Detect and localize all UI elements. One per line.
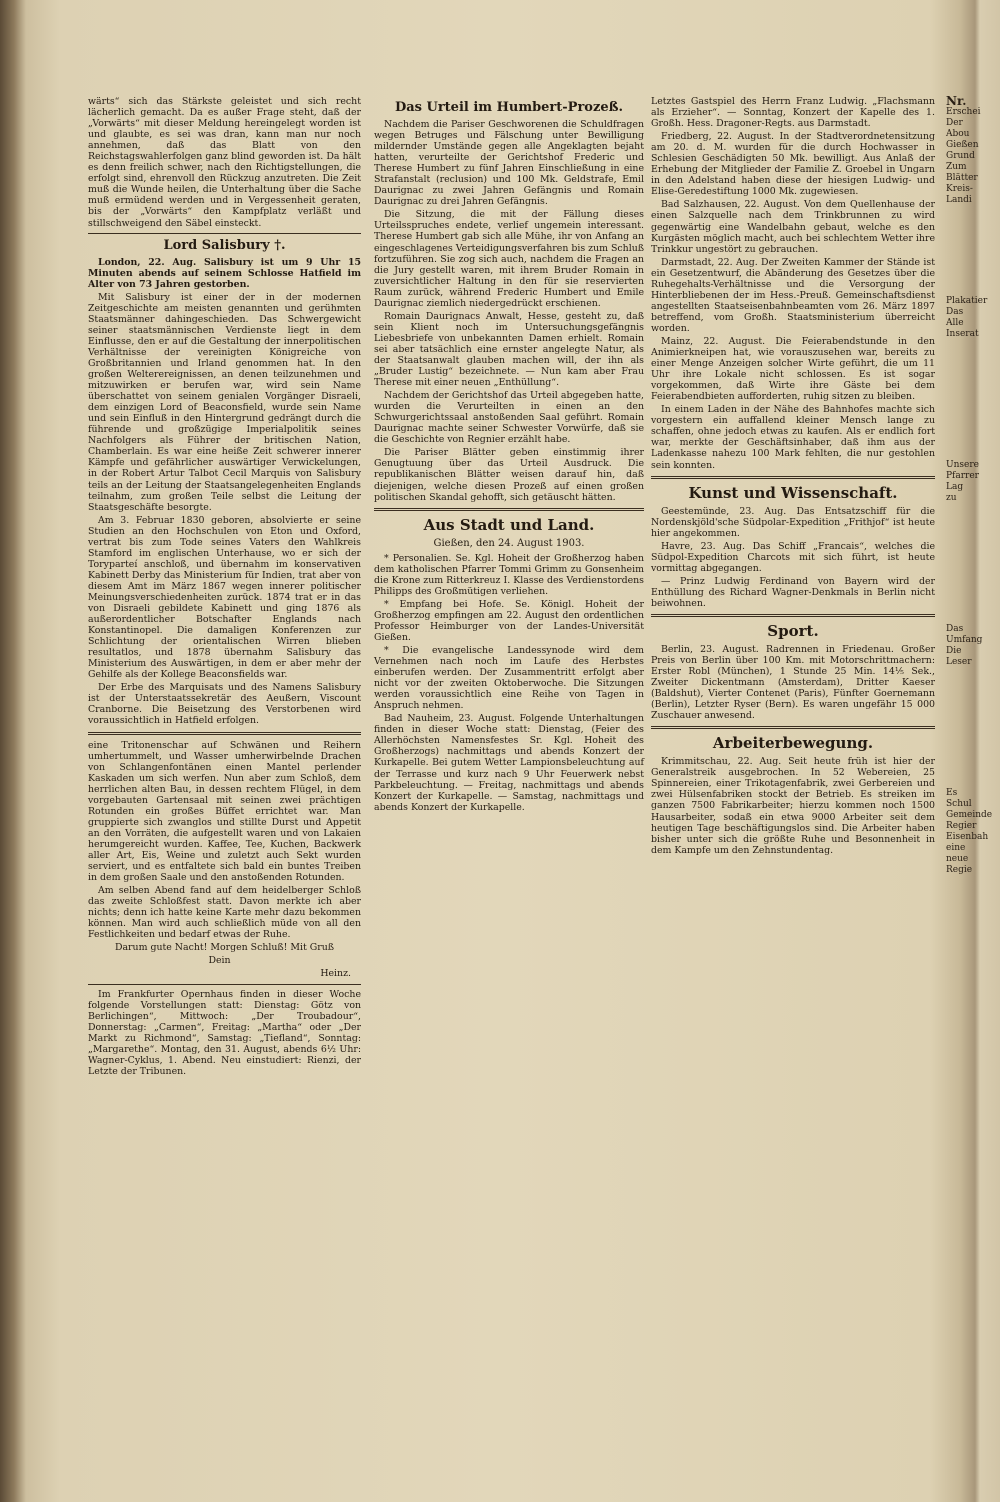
article-paragraph: wärts“ sich das Stärkste geleistet und sich recht lächerlich gemacht. Da es außer Frage steht, daß der „Vorwärts“ mit dieser Meldung hereingelegt worden ist und glaubte, es sei was dran, kann man nur noch annehmen, daß das Blatt von den Reichstagswahlerfolgen ganz blind geworden ist. Da hält es denn freilich schwer, nach den Richtigstellungen, die erfolgt sind, ehrenvoll den Rückzug anzutreten. Die Zeit muß die Wunde heilen, die Unterhaltung über die Sache muß ermüdend werden und in Vergessenheit geraten, bis der „Vorwärts“ den Kampfplatz verläßt und stillschweigend den Säbel einsteckt. <box>88 96 361 229</box>
culture-news-item: — Prinz Ludwig Ferdinand von Bayern wird der Enthüllung des Richard Wagner-Denkmals in Berlin nicht beiwohnen. <box>651 575 935 609</box>
dateline: Gießen, den 24. August 1903. <box>433 537 585 549</box>
signature-heinz: Heinz. <box>320 968 351 980</box>
article-paragraph: Die Sitzung, die mit der Fällung dieses Urteilsspruches endete, verlief ungemein interessant. Therese Humbert gab sich alle Mühe, ihr von Anfang an eingeschlagenes Verteidigungsverfahren bis zum Schluß fortzuführen. Sie zog sich auch, nachdem die Fragen an die Jury gestellt waren, mit ihrem Bruder Romain in zuversichtlicher Haltung in den für sie reservierten Raum zurück, während Frederic Humbert und Emile Daurignac ziemlich niedergedrückt erschienen. <box>374 209 645 309</box>
signature-dein: Dein <box>208 955 231 967</box>
edge-fragment: Landi <box>946 195 972 205</box>
heading-arbeiterbewegung: Arbeiterbewegung. <box>712 734 874 753</box>
article-paragraph: Die Pariser Blätter geben einstimmig ihrer Genugtuung über das Urteil Ausdruck. Die republikanischen Blätter weisen darauf hin, daß diejenigen, welche diesen Prozeß auf einen großen politischen Skandal gehofft, sich getäuscht hätten. <box>374 447 644 503</box>
edge-fragment: Lag <box>946 482 964 492</box>
article-paragraph: Nachdem der Gerichtshof das Urteil abgegeben hatte, wurden die Verurteilten in einen an den Schwurgerichtssaal anstoßenden Saal geführt. Romain Daurignac machte seiner Schwester Vorwürfe, daß sie die Geschichte von Regnier erzählt habe. <box>374 390 644 446</box>
divider <box>374 508 644 511</box>
divider <box>651 726 935 729</box>
edge-fragment: Gemeinde <box>946 810 993 820</box>
local-news-item: Bad Salzhausen, 22. August. Von dem Quellenhause der einen Salzquelle nach dem Trinkbrunnen zu wird gegenwärtig eine Wandelbahn gebaut, welche es den Kurgästen möglich macht, auch bei schlechtem Wetter ihre Trinkkur ungestört zu gebrauchen. <box>651 199 935 255</box>
local-news-item: Darmstadt, 22. Aug. Der Zweiten Kammer der Stände ist ein Gesetzentwurf, die Abänderung des Gesetzes über die Ruhegehalts-Verhältnisse und die Versorgung der Hinterbliebenen der im Hess.-Preuß. Gemeinschaftsdienst angestellten Staatseisenbahnbeamten vom 26. März 1897 betreffend, vom Großh. Staatsministerium überreicht worden. <box>651 256 935 334</box>
edge-fragment: Unsere <box>946 460 979 470</box>
local-news-item: * Empfang bei Hofe. Se. Königl. Hoheit der Großherzog empfingen am 22. August den ordentlichen Professor Heimburger von der Landes-Universität Gießen. <box>374 598 644 643</box>
local-news-item: In einem Laden in der Nähe des Bahnhofes machte sich vorgestern ein auffallend kleiner Mensch lange zu schaffen, ohne jedoch etwas zu kaufen. Als er endlich fort war, merkte der Geschäftsinhaber, daß ihm aus der Ladenkasse nahezu 100 Mark fehlten, die nur gestohlen sein konnten. <box>651 404 935 471</box>
divider <box>651 614 935 617</box>
labour-news-item: Krimmitschau, 22. Aug. Seit heute früh ist hier der Generalstreik ausgebrochen. In 52 Webereien, 25 Spinnereien, einer Trikotagenfabrik, zwei Gerbereien und zwei Hülsenfabriken stockt der Betrieb. Es streiken im ganzen 7500 Fabrikarbeiter; hierzu kommen noch 1500 Hausarbeiter, sodaß ein etwa 9000 Arbeiter seit dem heutigen Tage beschäftigungslos sind. Die Arbeiter haben bisher unter sich die größte Ruhe und Besonnenheit in dem Kampfe um den Zehnstundentag. <box>651 756 935 856</box>
feuilleton-closing: Darum gute Nacht! Morgen Schluß! Mit Gruß <box>114 942 335 954</box>
divider <box>88 984 361 985</box>
culture-news-item: Havre, 23. Aug. Das Schiff „Francais“, welches die Südpol-Expedition Charcots mit sich führt, ist heute vormittag abgegangen. <box>651 540 935 574</box>
telegram-notice: London, 22. Aug. Salisbury ist um 9 Uhr 15 Minuten abends auf seinem Schlosse Hatfield im Alter von 73 Jahren gestorben. <box>88 256 361 290</box>
edge-fragment: Nr. <box>946 94 967 108</box>
edge-fragment: Kreis- <box>946 184 973 194</box>
heading-lord-salisbury: Lord Salisbury †. <box>163 237 286 253</box>
feuilleton-paragraph: Am selben Abend fand auf dem heidelberger Schloß das zweite Schloßfest statt. Davon merkte ich aber nichts; denn ich hatte keine Karte mehr dazu bekommen können. Man wird auch schließlich müde von all den Festlichkeiten und bedarf etwas der Ruhe. <box>88 885 361 941</box>
edge-fragment: Gießen <box>946 140 979 150</box>
edge-fragment: Blätter <box>946 173 978 183</box>
heading-humbert-prozess: Das Urteil im Humbert-Prozeß. <box>394 100 624 115</box>
article-paragraph: Am 3. Februar 1830 geboren, absolvierte er seine Studien an den Hochschulen von Eton und Oxford, vertrat bis zum Tode seines Vaters den Wahlkreis Stamford im englischen Unterhause, wo er sich der Toryparteí anschloß, und übernahm im konservativen Kabinett Derby das Ministerium für Indien, trat aber von diesem Amt im März 1867 wegen innerer politischer Meinungsverschiedenheiten zurück. 1874 trat er in das von Disraeli gebildete Kabinett und ging 1876 als außerordentlicher Botschafter Englands nach Konstantinopel. Die damaligen Konferenzen zur Schlichtung der orientalischen Wirren blieben resultatlos, und 1878 übernahm Salisbury das Ministerium des Auswärtigen, in dem er aber mehr der Gehilfe als der Kollege Beaconsfields war. <box>88 514 361 681</box>
column-middle <box>374 96 644 1472</box>
column-left <box>88 96 361 1472</box>
column-right <box>651 96 935 1472</box>
edge-fragment: Alle <box>946 318 964 328</box>
sport-news-item: Berlin, 23. August. Radrennen in Friedenau. Großer Preis von Berlin über 100 Km. mit Motorschrittmachern: Erster Robl (München), 1 Stunde 25 Min. 14⅕ Sek., Zweiter Dickentmann (Amsterdam), Dritter Kaeser (Baldshut), Vierter Contenet (Paris), Fünfter Goernemann (Berlin), Letzter Ryser (Bern). Es waren ungefähr 15 000 Zuschauer anwesend. <box>651 643 935 722</box>
edge-fragment: Regie <box>946 865 973 875</box>
local-news-item: * Personalien. Se. Kgl. Hoheit der Großherzog haben dem katholischen Pfarrer Tommi Grimm zu Gonsenheim die Krone zum Ritterkreuz I. Klasse des Verdienstordens Philipps des Großmütigen verliehen. <box>374 552 644 597</box>
heading-kunst-und-wissenschaft: Kunst und Wissenschaft. <box>688 483 898 502</box>
edge-fragment: Das <box>946 624 964 634</box>
local-news-item: Letztes Gastspiel des Herrn Franz Ludwig. „Flachsmann als Erzieher“. — Sonntag, Konzert der Kapelle des 1. Großh. Hess. Dragoner-Regts. aus Darmstadt. <box>651 96 935 130</box>
local-news-item: * Die evangelische Landessynode wird dem Vernehmen nach noch im Laufe des Herbstes einberufen werden. Der Zusammentritt erfolgt aber nicht vor der zweiten Oktoberwoche. Die Sitzungen werden voraussichtlich eine Reihe von Tagen in Anspruch nehmen. <box>374 645 644 712</box>
edge-fragment: Inserat <box>946 329 979 339</box>
article-paragraph: Der Erbe des Marquisats und des Namens Salisbury ist der Unterstaatssekretär des Aeußern, Viscount Cranborne. Die Beisetzung des Verstorbenen wird voraussichtlich in Hatfield erfolgen. <box>88 682 361 727</box>
edge-fragment: neue <box>946 854 969 864</box>
edge-fragment: Der Abou <box>946 118 970 139</box>
edge-fragment: Regier <box>946 821 977 831</box>
adjacent-page-edge <box>946 94 993 1296</box>
local-news-item: Bad Nauheim, 23. August. Folgende Unterhaltungen finden in dieser Woche statt: Dienstag, (Feier des Allerhöchsten Namensfestes Sr. Kgl. Hoheit des Großherzogs) nachmittags und abends Konzert der Kurkapelle. Bei gutem Wetter Lampionsbeleuchtung auf der Terrasse und kurz nach 9 Uhr Feuerwerk nebst Parkbeleuchtung. — Freitag, nachmittags und abends Konzert der Kurkapelle. — Samstag, nachmittags und abends Konzert der Kurkapelle. <box>374 713 644 813</box>
culture-news-item: Geestemünde, 23. Aug. Das Entsatzschiff für die Nordenskjöld'sche Südpolar-Expedition „Frithjof“ ist heute hier angekommen. <box>651 505 935 539</box>
edge-fragment: Erschei <box>946 107 981 117</box>
edge-fragment: Eisenbah <box>946 832 989 842</box>
article-paragraph: Mit Salisbury ist einer der in der modernen Zeitgeschichte am meisten genannten und gerühmten Staatsmänner dahingeschieden. Das Schwergewicht seiner staatsmännischen Verdienste liegt in dem Einflusse, den er auf die Gestaltung der innerpolitischen Verhältnisse der vereinigten Königreiche von Großbritannien und Irland genommen hat. In den großen Welterereignissen, an denen teilzunehmen und mitzuwirken er berufen war, wird sein Name überschattet von seinem genialen Vorgänger Disraeli, dem einzigen Lord of Beaconsfield, wurde sein Name und sein Einfluß in den Hintergrund gedrängt durch die führende und großzügige Imperialpolitik seines Nachfolgers als Führer der britischen Nation, Chamberlain. Es war eine heiße Zeit schwerer innerer Kämpfe und gefährlicher auswärtiger Verwickelungen, in der Robert Artur Talbot Cecil Marquis von Salisbury teils an der Leitung der Staatsangelegenheiten Englands teilnahm, zum großen Teile selbst die Leitung der Staatsgeschäfte besorgte. <box>88 291 361 513</box>
heading-aus-stadt-und-land: Aus Stadt und Land. <box>423 515 595 534</box>
divider <box>88 732 361 735</box>
edge-fragment: Grund <box>946 151 975 161</box>
article-paragraph: Romain Daurignacs Anwalt, Hesse, gesteht zu, daß sein Klient noch im Untersuchungsgefängnis Liebesbriefe von unbekannten Damen erhielt. Romain sei aber tatsächlich eine ernster angelegte Natur, als der Staatsanwalt glauben machen will, der ihn als „Bruder Lustig“ bezeichnete. — Nun kam aber Frau Therese mit einer neuen „Enthüllung“. <box>374 310 644 389</box>
edge-fragment: eine <box>946 843 966 853</box>
local-news-item: Mainz, 22. August. Die Feierabendstunde in den Animierkneipen hat, wie vorauszusehen war, bereits zu einer Menge Anzeigen solcher Wirte geführt, die um 11 Uhr ihre Lokale nicht schlossen. Es ist sogar vorgekommen, daß Wirte ihre Gäste bei dem Feierabendbieten aufforderten, ruhig sitzen zu bleiben. <box>651 335 935 403</box>
edge-fragment: Es <box>946 788 958 798</box>
heading-sport: Sport. <box>767 621 819 640</box>
edge-fragment: Schul <box>946 799 972 809</box>
local-news-item: Friedberg, 22. August. In der Stadtverordnetensitzung am 20. d. M. wurden für die durch Hochwasser in Schlesien Geschädigten 50 Mk. bewilligt. Aus Anlaß der Erhebung der Mitglieder der Familie Z. Groebel in Ungarn in den Adelstand haben diese der hiesigen Ludwig- und Elise-Geredestiftung 1000 Mk. zugewiesen. <box>651 131 935 198</box>
opera-notice: Im Frankfurter Opernhaus finden in dieser Woche folgende Vorstellungen statt: Dienstag: Götz von Berlichingen“, Mittwoch: „Der Troubadour“, Donnerstag: „Carmen“, Freitag: „Martha“ oder „Der Markt zu Richmond“, Samstag: „Tiefland“, Sonntag: „Margarethe“. Montag, den 31. August, abends 6½ Uhr: Wagner-Cyklus, 1. Abend. Neu einstudiert: Rienzi, der Letzte der Tribunen. <box>88 988 361 1077</box>
edge-fragment: Die <box>946 646 962 656</box>
edge-fragment: Zum <box>946 162 967 172</box>
divider <box>88 233 361 234</box>
edge-fragment: zu <box>946 493 957 503</box>
edge-fragment: Pfarrer <box>946 471 979 481</box>
edge-fragment: Leser <box>946 657 972 667</box>
article-paragraph: Nachdem die Pariser Geschworenen die Schuldfragen wegen Betruges und Fälschung unter Bewilligung mildernder Umstände gegen alle Angeklagten bejaht hatten, verurteilte der Gerichtshof Frederic und Therese Humbert zu fünf Jahren Einschließung in eine Strafanstalt (reclusion) und 100 Mk. Geldstrafe, Emil Daurignac zu zwei Jahren Gefängnis und Romain Daurignac zu drei Jahren Gefängnis. <box>374 119 644 208</box>
edge-fragment: Plakatier <box>946 296 988 306</box>
edge-fragment: Das <box>946 307 964 317</box>
divider <box>651 476 935 479</box>
feuilleton-paragraph: eine Tritonenschar auf Schwänen und Reihern umhertummelt, und Wasser umherwirbelnde Drachen von Schlangenfontänen einen Mantel perlender Kaskaden um sich werfen. Nun aber zum Schloß, dem herrlichen alten Bau, in dessen rechtem Flügel, in dem vorgebauten Gartensaal mit seinen zwei prächtigen Rotunden ein großes Büffet errichtet war. Man gruppierte sich zwanglos und stillte Durst und Appetit an den Vorräten, die aufgestellt waren und von Lakaien herumgereicht wurden. Kaffee, Tee, Kuchen, Backwerk aller Art, Eis, Weine und zuletzt auch Sekt wurden serviert, und es entfaltete sich bald ein buntes Treiben in dem großen Saale und den anstoßenden Rotunden. <box>88 739 361 884</box>
edge-fragment: Umfang <box>946 635 983 645</box>
